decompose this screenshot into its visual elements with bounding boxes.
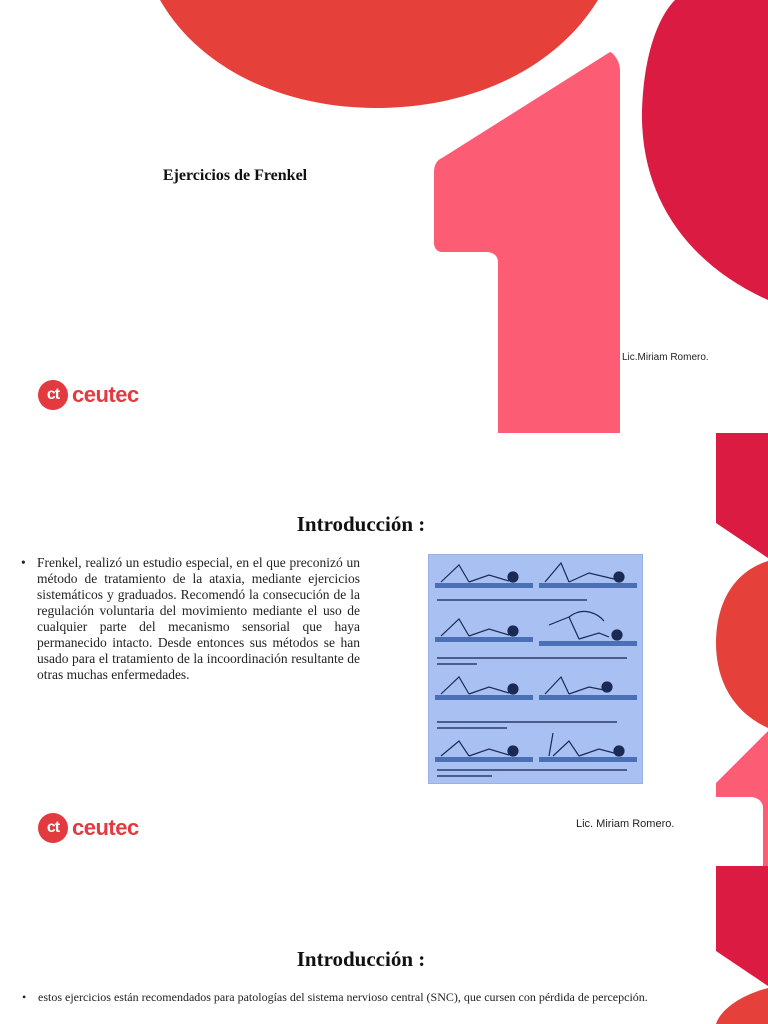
ceutec-logo xyxy=(38,380,139,410)
title-slide xyxy=(0,0,768,433)
bullet-text: Frenkel, realizó un estudio especial, en el que preconizó un método de tratamiento de la ataxia, mediante ejercicios sistemáticos y graduados. Recomendó la consecución de la regulación voluntaria del movimiento mediante el uso de cualquier parte del mecanismo sensorial que haya permanecido intacto. Desde entonces sus métodos se han usado para el tratamiento de la incoordinación resultante de otras muchas enfermedades. xyxy=(37,555,360,682)
logo-mark: ct xyxy=(38,813,68,843)
exercise-illustration xyxy=(429,555,642,783)
author-name: Lic.Miriam Romero. xyxy=(622,352,709,363)
logo-text: ceutec xyxy=(72,382,139,407)
logo-text: ceutec xyxy=(72,815,139,840)
bullet-dot-icon: • xyxy=(22,990,27,1004)
bullet-text: estos ejercicios están recomendados para patologías del sistema nervioso central (SNC), que cursen con pérdida de percepción. xyxy=(38,990,648,1004)
slide-heading: Introducción : xyxy=(296,512,426,536)
intro-slide-2 xyxy=(0,866,768,1024)
decorative-shapes xyxy=(0,0,768,433)
slide-title: Ejercicios de Frenkel xyxy=(162,167,308,184)
author-name: Lic. Miriam Romero. xyxy=(576,818,675,830)
intro-slide-1 xyxy=(0,433,768,866)
bullet-item xyxy=(21,555,360,683)
ceutec-logo xyxy=(38,813,139,843)
slide-heading: Introducción : xyxy=(296,947,426,971)
logo-mark: ct xyxy=(38,380,68,410)
bullet-item xyxy=(22,990,670,1005)
frenkel-exercises-image xyxy=(428,554,643,784)
bullet-dot-icon: • xyxy=(21,555,26,570)
